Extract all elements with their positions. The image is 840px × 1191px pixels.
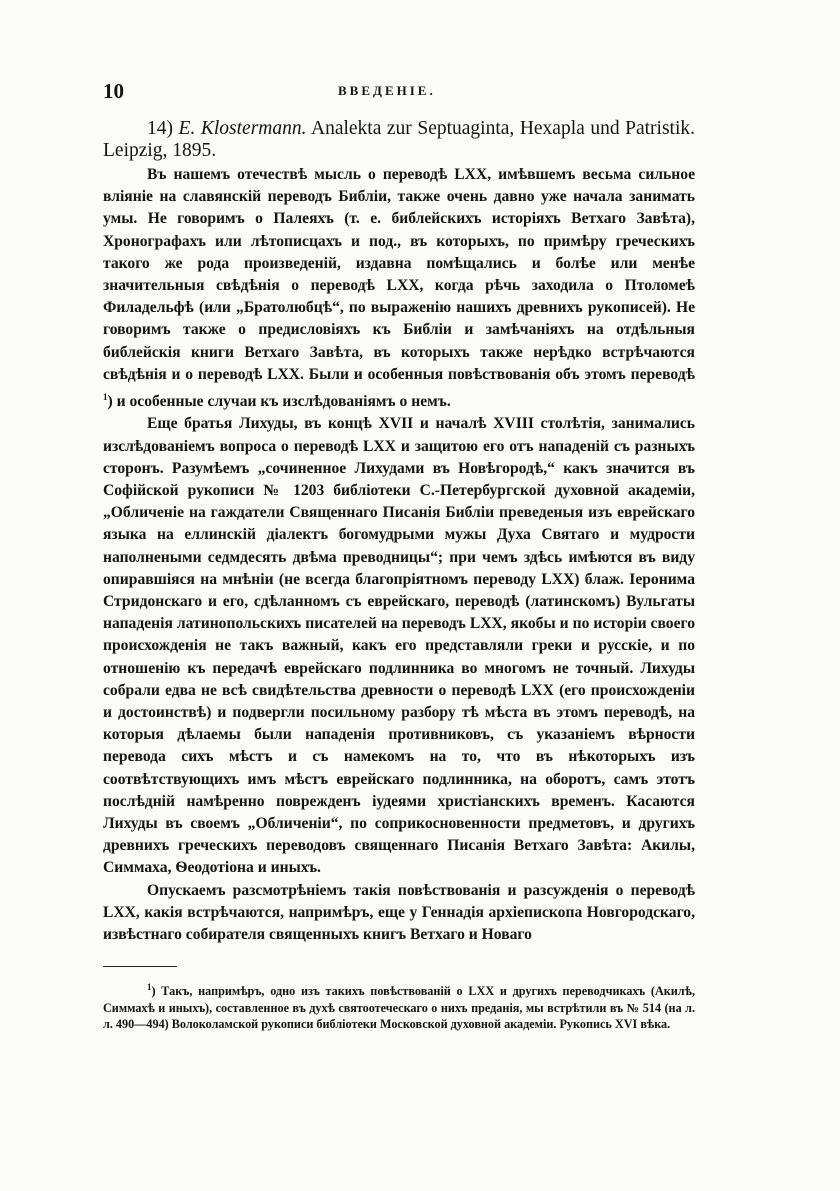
- footnote: [103, 979, 695, 1032]
- paragraph-3: Опускаемъ разсмотрѣніемъ такія повѣствованія и разсужденія о переводѣ LXX, какія встрѣчаются, напримѣръ, еще у Геннадія архіепископа Новгородскаго, извѣстнаго собирателя священныхъ книгъ Ветхаго и Новаго: [103, 881, 695, 944]
- paragraph-1: [103, 164, 695, 413]
- entry-author: E. Klostermann.: [178, 118, 307, 139]
- footnote-divider: [103, 966, 177, 967]
- paragraph-1-tail: ) и особенные случаи къ изслѣдованіямъ о немъ.: [107, 393, 451, 411]
- page-header: [103, 78, 695, 104]
- entry-title: Analekta zur Septuaginta, Hexapla und Patristik. Leipzig, 1895.: [103, 118, 695, 161]
- page-number: 10: [103, 79, 124, 103]
- footnote-mark: 1: [147, 982, 152, 993]
- paragraph-2: Еще братья Лихуды, въ концѣ XVII и началѣ XVIII столѣтія, занимались изслѣдованіемъ вопроса о переводѣ LXX и защитою его отъ нападеній съ разныхъ сторонъ. Разумѣемъ „сочиненное Лихудами въ Новѣгородѣ,“ какъ значится въ Софійской рукописи № 1203 библіотеки С.-Петербургской духовной академіи, „Обличеніе на гаждатели Священнаго Писанія Библіи преведеныя изъ еврейскаго языка на еллинскій діалектъ богомудрыми мужы Духа Святаго и мудрости наполнеными седмдесять двѣма преводницы“; при чемъ здѣсь имѣются въ виду опиравшіяся на мнѣніи (не всегда благопріятномъ переводу LXX) блаж. Іеронима Стридонскаго и его, сдѣланномъ съ еврейскаго, переводѣ (латинскомъ) Вульгаты нападенія латинопольскихъ писателей на переводъ LXX, якобы и по исторіи своего происхожденія не такъ важный, какъ его представляли греки и русскіе, и по отношенію къ передачѣ еврейскаго подлинника во многомъ не точный. Лихуды собрали едва не всѣ свидѣтельства древности о переводѣ LXX (его происхожденіи и достоинствѣ) и подвергли посильному разбору тѣ мѣста въ этомъ переводѣ, на которыя дѣлаемы были нападенія противниковъ, съ указаніемъ вѣрности перевода сихъ мѣстъ и съ намекомъ на то, что въ нѣкоторыхъ изъ соотвѣтствующихъ имъ мѣстъ еврейскаго подлинника, на оборотъ, самъ этотъ послѣдній намѣренно поврежденъ іудеями христіанскихъ временъ. Касаются Лихуды въ своемъ „Обличеніи“, по соприкосновенности предметовъ, и другихъ древнихъ греческихъ переводовъ священнаго Писанія Ветхаго Завѣта: Акилы, Симмаха, Ѳеодотіона и иныхъ.: [103, 415, 695, 877]
- footnote-text: ) Такъ, напримѣръ, одно изъ такихъ повѣствованій о LXX и другихъ переводчикахъ (Акилѣ, Симмахѣ и иныхъ), составленное въ духѣ святоотеческаго о нихъ преданія, мы встрѣтили въ № 514 (на л. л. 490—494) Волоколамской рукописи библіотеки Московской духовной академіи. Рукопись XVI вѣка.: [103, 984, 695, 1031]
- entry-number: 14): [147, 118, 173, 139]
- running-title: ВВЕДЕНІЕ.: [338, 83, 436, 98]
- document-page: [103, 78, 695, 1032]
- bibliography-entry: [103, 118, 695, 161]
- footnote-reference: 1: [103, 392, 108, 403]
- paragraph-1-text: Въ нашемъ отечествѣ мысль о переводѣ LXX, имѣвшемъ весьма сильное вліяніе на славянскій переводъ Библіи, также очень давно уже начала занимать умы. Не говоримъ о Палеяхъ (т. е. библейскихъ исторіяхъ Ветхаго Завѣта), Хронографахъ или лѣтописцахъ и под., въ которыхъ, по примѣру греческихъ такого же рода произведеній, издавна помѣщались и болѣе или менѣе значительныя свѣдѣнія о переводѣ LXX, когда рѣчь заходила о Птоломеѣ Филадельфѣ (или „Братолюбцѣ“, по выраженію нашихъ древнихъ рукописей). Не говоримъ также о предисловіяхъ къ Библіи и замѣчаніяхъ на отдѣльныя библейскія книги Ветхаго Завѣта, въ которыхъ также нерѣдко встрѣчаются свѣдѣнія и о переводѣ LXX. Были и особенныя повѣствованія объ этомъ переводѣ: [103, 166, 695, 383]
